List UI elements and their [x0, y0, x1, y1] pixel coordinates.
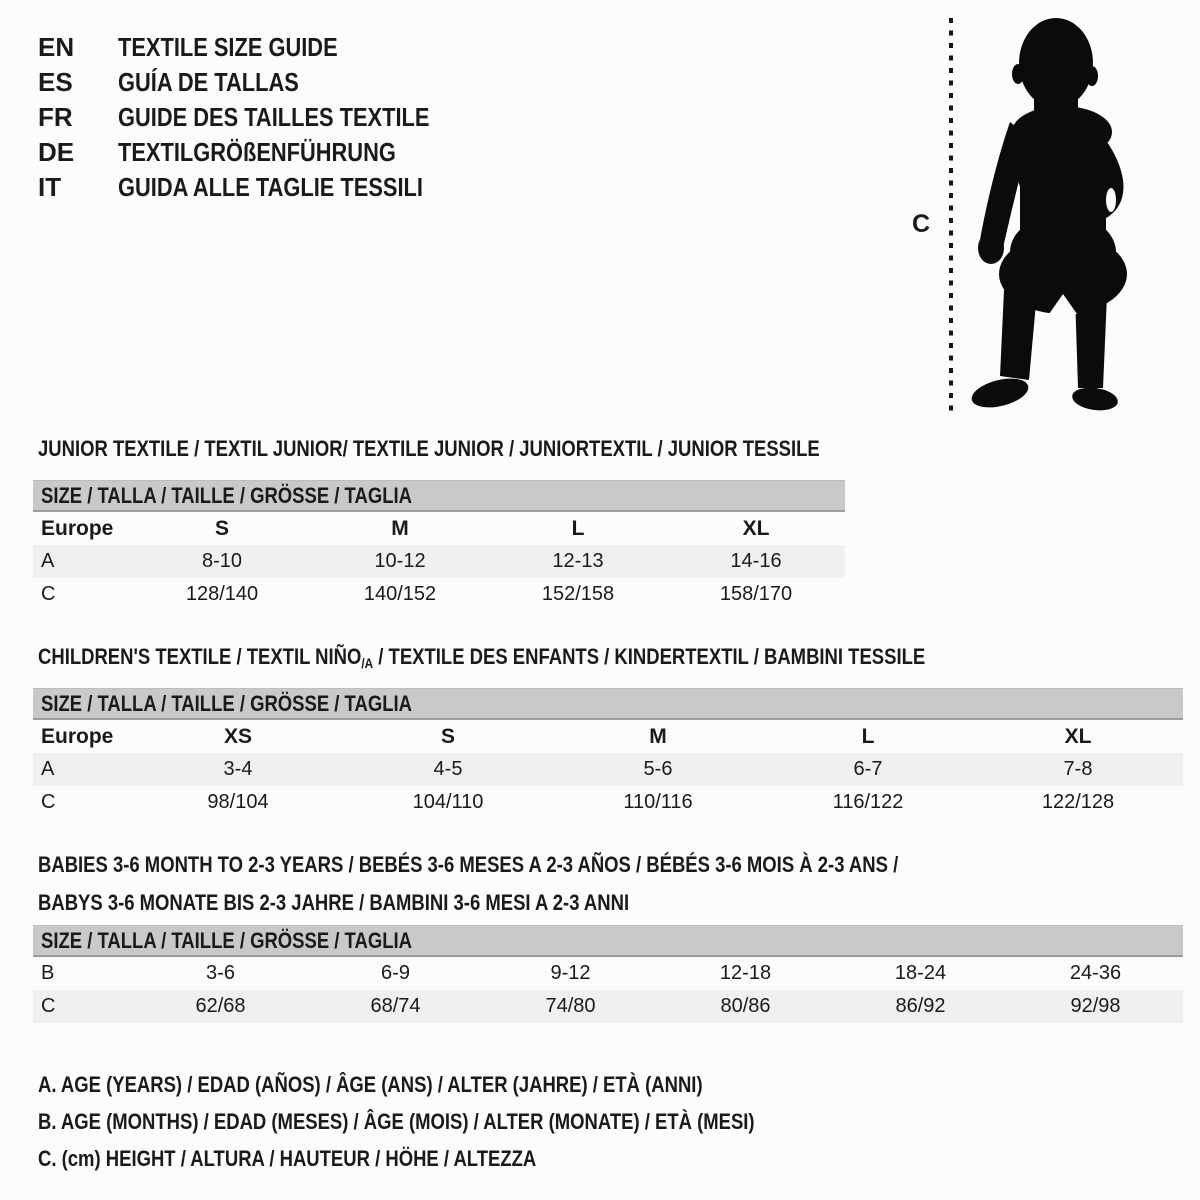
size-header-row — [33, 688, 1183, 720]
size-header-label: SIZE / TALLA / TAILLE / GRÖSSE / TAGLIA — [41, 690, 412, 716]
size-cell: S — [214, 516, 229, 540]
size-cell: XL — [742, 516, 770, 540]
language-code: DE — [38, 137, 75, 167]
table-row-age — [33, 545, 845, 578]
legend — [38, 1066, 891, 1177]
height-cell: 116/122 — [832, 791, 904, 813]
row-label: C — [41, 791, 56, 813]
age-cell: 18-24 — [894, 962, 947, 984]
height-cell: 98/104 — [207, 791, 269, 813]
table-row-europe — [33, 512, 845, 545]
babies-title-line1: BABIES 3-6 MONTH TO 2-3 YEARS / BEBÉS 3-6 MESES A 2-3 AÑOS / BÉBÉS 3-6 MOIS À 2-3 ANS / — [38, 852, 899, 877]
junior-size-table — [33, 480, 845, 611]
size-cell: S — [440, 724, 455, 748]
language-code: EN — [38, 32, 75, 62]
row-label: C — [41, 995, 56, 1017]
height-cell: 68/74 — [370, 995, 421, 1017]
age-cell: 10-12 — [374, 550, 426, 572]
height-cell: 80/86 — [720, 995, 771, 1017]
size-header-label: SIZE / TALLA / TAILLE / GRÖSSE / TAGLIA — [41, 482, 412, 508]
language-row — [38, 170, 489, 205]
age-cell: 5-6 — [643, 758, 673, 780]
age-cell: 12-18 — [719, 962, 772, 984]
age-cell: 4-5 — [433, 758, 463, 780]
height-cell: 122/128 — [1041, 791, 1115, 813]
row-label: C — [41, 583, 56, 605]
age-cell: 24-36 — [1069, 962, 1122, 984]
age-cell: 9-12 — [550, 962, 591, 984]
table-row-height — [33, 786, 1183, 819]
language-title: TEXTILE SIZE GUIDE — [118, 32, 338, 62]
table-row-height — [33, 990, 1183, 1023]
language-row — [38, 65, 489, 100]
age-cell: 12-13 — [552, 550, 604, 572]
size-cell: L — [861, 724, 875, 748]
height-cell: 92/98 — [1070, 995, 1121, 1017]
height-cell: 158/170 — [719, 583, 793, 605]
size-cell: XL — [1064, 724, 1092, 748]
babies-title-line2: BABYS 3-6 MONATE BIS 2-3 JAHRE / BAMBINI 3-6 MESI A 2-3 ANNI — [38, 890, 630, 915]
height-measure-figure — [900, 8, 1160, 420]
height-cell: 104/110 — [412, 791, 484, 813]
language-title-list — [38, 30, 489, 205]
children-title-after: / TEXTILE DES ENFANTS / KINDERTEXTIL / BAMBINI TESSILE — [373, 644, 926, 669]
children-title-before: CHILDREN'S TEXTILE / TEXTIL NIÑO — [38, 644, 362, 669]
language-title: GUIDA ALLE TAGLIE TESSILI — [118, 172, 423, 202]
size-header-row — [33, 480, 845, 512]
babies-size-table — [33, 925, 1183, 1023]
table-row-europe — [33, 720, 1183, 753]
toddler-silhouette-icon — [900, 8, 1160, 420]
legend-line-c — [38, 1140, 891, 1177]
row-label: B — [41, 962, 55, 984]
age-cell: 8-10 — [201, 550, 243, 572]
size-header-row — [33, 925, 1183, 957]
age-cell: 7-8 — [1063, 758, 1093, 780]
height-cell: 152/158 — [541, 583, 615, 605]
children-section-title — [38, 644, 1094, 671]
language-code: ES — [38, 67, 73, 97]
legend-line-a — [38, 1066, 891, 1103]
row-label: A — [41, 758, 55, 780]
size-header-label: SIZE / TALLA / TAILLE / GRÖSSE / TAGLIA — [41, 927, 412, 953]
language-code: FR — [38, 102, 73, 132]
height-cell: 86/92 — [895, 995, 946, 1017]
table-row-height — [33, 578, 845, 611]
size-cell: M — [649, 724, 667, 748]
legend-text: B. AGE (MONTHS) / EDAD (MESES) / ÂGE (MOIS) / ALTER (MONATE) / ETÀ (MESI) — [38, 1108, 755, 1134]
table-row-age-months — [33, 957, 1183, 990]
age-cell: 3-6 — [206, 962, 235, 984]
height-cell: 128/140 — [185, 583, 259, 605]
height-cell: 140/152 — [363, 583, 437, 605]
age-cell: 6-7 — [853, 758, 883, 780]
babies-section-title — [38, 846, 1062, 922]
row-label: Europe — [41, 516, 114, 540]
language-row — [38, 30, 489, 65]
size-cell: XS — [223, 724, 252, 748]
language-row — [38, 135, 489, 170]
junior-section-title — [38, 436, 969, 462]
children-size-table — [33, 688, 1183, 819]
junior-section-title-text: JUNIOR TEXTILE / TEXTIL JUNIOR/ TEXTILE JUNIOR / JUNIORTEXTIL / JUNIOR TESSILE — [38, 436, 820, 461]
row-label: Europe — [41, 724, 114, 748]
children-section-title-text — [38, 644, 925, 671]
age-cell: 14-16 — [730, 550, 782, 572]
row-label: A — [41, 550, 55, 572]
language-code: IT — [38, 172, 62, 202]
age-cell: 6-9 — [381, 962, 410, 984]
height-cell: 110/116 — [623, 791, 693, 813]
height-marker-label: C — [912, 210, 931, 238]
children-title-sub: /A — [361, 655, 374, 671]
height-cell: 62/68 — [195, 995, 246, 1017]
legend-line-b — [38, 1103, 891, 1140]
size-cell: M — [391, 516, 409, 540]
size-cell: L — [571, 516, 585, 540]
age-cell: 3-4 — [223, 758, 253, 780]
language-title: GUÍA DE TALLAS — [118, 67, 299, 97]
language-title: GUIDE DES TAILLES TEXTILE — [118, 102, 430, 132]
language-title: TEXTILGRÖßENFÜHRUNG — [118, 137, 396, 167]
legend-text: A. AGE (YEARS) / EDAD (AÑOS) / ÂGE (ANS) / ALTER (JAHRE) / ETÀ (ANNI) — [38, 1071, 703, 1097]
height-cell: 74/80 — [545, 995, 596, 1017]
table-row-age — [33, 753, 1183, 786]
legend-text: C. (cm) HEIGHT / ALTURA / HAUTEUR / HÖHE / ALTEZZA — [38, 1145, 537, 1171]
language-row — [38, 100, 489, 135]
